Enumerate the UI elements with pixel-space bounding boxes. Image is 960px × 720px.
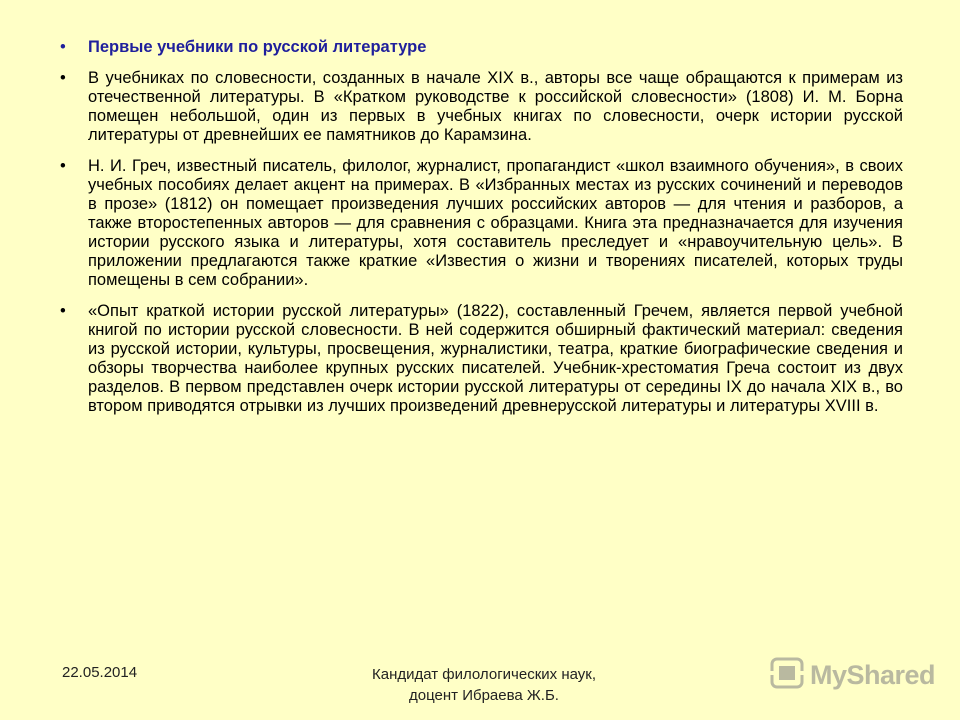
- watermark-logo[interactable]: [768, 655, 936, 695]
- bullet-marker: •: [60, 69, 66, 87]
- bullet-item: [60, 69, 903, 145]
- bullet-marker: •: [60, 157, 66, 175]
- bullet-marker: •: [60, 302, 66, 320]
- slide-content: [60, 38, 903, 428]
- bullet-item: [60, 157, 903, 290]
- bullet-item: [60, 302, 903, 416]
- watermark-text: MyShared: [810, 659, 936, 690]
- bullet-text: «Опыт краткой истории русской литературы» (1822), составленный Гречем, является первой учебной книгой по истории русской словесности. В ней содержится обширный фактический материал: сведения из русской истории, культуры, просвещения, журналистики, театра, краткие биографические сведения и обзоры творчества наиболее крупных русских писателей. Учебник-хрестоматия Греча состоит из двух разделов. В первом представлен очерк истории русской литературы от середины IX до начала XIX в., во втором приводятся отрывки из лучших произведений древнерусской литературы и литературы XVIII в.: [88, 302, 903, 415]
- footer-author: [326, 664, 642, 706]
- footer-date: 22.05.2014: [62, 664, 138, 681]
- bullet-marker: •: [60, 38, 66, 56]
- bullet-heading: [60, 38, 903, 57]
- bullet-text: Н. И. Греч, известный писатель, филолог, журналист, пропагандист «школ взаимного обучения», в своих учебных пособиях делает акцент на примерах. В «Избранных местах из русских сочинений и переводов в прозе» (1812) он помещает произведения лучших российских авторов — для чтения и разборов, а также второстепенных авторов — для сравнения с образцами. Книга эта предназначается для изучения истории русского языка и литературы, хотя составитель преследует и «нравоучительную цель». В приложении предлагаются также краткие «Известия о жизни и творениях писателей, которых труды помещены в сем собрании».: [88, 157, 903, 289]
- myshared-logo-icon: [768, 653, 808, 698]
- footer-author-line1: Кандидат филологических наук,: [371, 666, 597, 683]
- bullet-text: В учебниках по словесности, созданных в начале XIX в., авторы все чаще обращаются к примерам из отечественной литературы. В «Кратком руководстве к российской словесности» (1808) И. М. Борна помещен небольшой, один из первых в учебных книгах по словесности, очерк истории русской литературы от древнейших ее памятников до Карамзина.: [88, 69, 903, 144]
- footer-author-line2: доцент Ибраева Ж.Б.: [409, 687, 559, 704]
- bullet-text: Первые учебники по русской литературе: [88, 38, 427, 56]
